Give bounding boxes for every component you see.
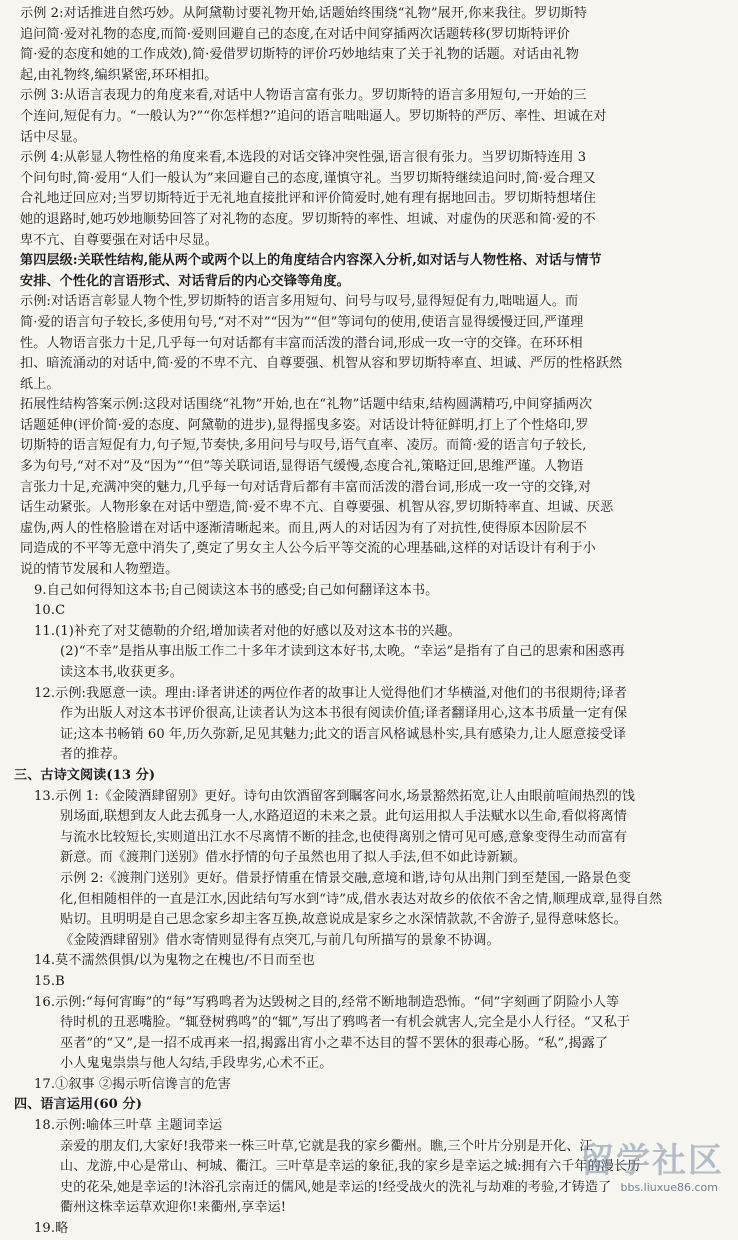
- text-line: 安排、个性化的言语形式、对话背后的内心交锋等角度。: [20, 273, 350, 289]
- text-line: 第四层级:关联性结构,能从两个或两个以上的角度结合内容深入分析,如对话与人物性格、对话与情节: [20, 253, 602, 269]
- text-line: 史的花朵,她是幸运的!沐浴孔宗南迁的儒风,她是幸运的!经受战火的洗礼与劫难的考验,才铸造了: [60, 1179, 612, 1195]
- text-line: 者的推荐。: [60, 747, 126, 763]
- site-watermark: [522, 1132, 732, 1200]
- text-line: 扣、暗流涌动的对话中,简·爱的不卑不亢、自尊要强、机智从容和罗切斯特率直、坦诚、严厉的性格跃然: [20, 356, 623, 372]
- text-line: 衢州这株幸运草欢迎你!来衢州,享幸运!: [60, 1200, 287, 1216]
- text-line: 9.自己如何得知这本书;自己阅读这本书的感受;自己如何翻译这本书。: [34, 582, 439, 598]
- text-line: 待时机的丑恶嘴脸。“辄登树鸦鸣”的“辄”,写出了鸦鸣者一有机会就害人,完全是小人行径。“又私于: [60, 1015, 631, 1031]
- text-line: 贴切。且明明是自己思念家乡却主客互换,故意说成是家乡之水深情款款,不舍游子,显得意味悠长。: [60, 912, 627, 928]
- text-line: 示例 2:对话推进自然巧妙。从阿黛勒讨要礼物开始,话题始终围绕“礼物”展开,你来我往。罗切斯特: [20, 6, 588, 21]
- text-line: 性。人物语言张力十足,几乎每一句对话都有丰富而活泼的潜台词,形成一攻一守的交锋。在环环相: [20, 335, 583, 351]
- text-line: 《金陵酒肆留别》借水寄情则显得有点突兀,与前几句所描写的景象不协调。: [60, 932, 500, 948]
- text-line: 四、语言运用(60 分): [14, 1097, 143, 1113]
- text-line: 虚伪,两人的性格脸谱在对话中逐渐清晰起来。而且,两人的对话因为有了对抗性,使得原本因阶层不: [20, 520, 587, 536]
- text-line: 三、古诗文阅读(13 分): [14, 767, 156, 783]
- text-line: 说的情节发展和人物塑造。: [20, 562, 179, 578]
- text-line: 话生动紧张。人物形象在对话中塑造,简·爱不卑不亢、自尊要强、机智从容,罗切斯特率直、坦诚、厌恶: [20, 500, 614, 516]
- text-line: 16.示例:“每何宵晦”的“每”写鸦鸣者为达毁树之目的,经常不断地制造恐怖。“伺”字刻画了阴险小人等: [34, 994, 620, 1010]
- text-line: 19.略: [34, 1221, 69, 1237]
- text-line: 化,但相随相伴的一直是江水,因此结句写水到“诗”成,借水表达对故乡的依依不舍之情,顺理成章,显得自然: [60, 891, 663, 907]
- text-line: 山、龙游,中心是常山、柯城、衢江。三叶草是幸运的象征,我的家乡是幸运之城:拥有六千年的漫长历: [60, 1159, 641, 1175]
- text-line: 14.莫不濡然俱惧/以为鬼物之在槐也/不日而至也: [34, 953, 315, 969]
- text-line: 与流水比较短长,实则道出江水不尽离情不断的挂念,也使得离别之情可见可感,意象变得生动而富有: [60, 829, 627, 845]
- text-line: 简·爱的态度和她的工作成效),简·爱借罗切斯特的评价巧妙地结束了关于礼物的话题。对话由礼物: [20, 47, 579, 63]
- text-line: 起,由礼物终,编织紧密,环环相扣。: [20, 67, 218, 83]
- watermark-logo: 留学社区: [580, 1141, 724, 1181]
- text-line: 言张力十足,充满冲突的魅力,几乎每一句对话背后都有丰富而活泼的潜台词,形成一攻一守的交锋,对: [20, 479, 592, 495]
- text-line: 作为出版人对这本书评价很高,让读者认为这本书很有阅读价值;译者翻译用心,这本书质量一定有保: [60, 706, 628, 722]
- text-line: 示例 4:从彰显人物性格的角度来看,本选段的对话交锋冲突性强,语言很有张力。当罗切斯特连用 3: [20, 150, 587, 166]
- text-line: 10.C: [34, 603, 66, 619]
- text-line: (2)“不幸”是指从事出版工作二十多年才读到这本好书,太晚。“幸运”是指有了自己的思索和困惑再: [60, 644, 625, 660]
- text-line: 证;这本书畅销 60 年,历久弥新,足见其魅力;此文的语言风格诚恳朴实,具有感染力,让人愿意接受译: [60, 726, 627, 742]
- text-line: 读这本书,收获更多。: [60, 665, 184, 680]
- text-line: 示例 3:从语言表现力的角度来看,对话中人物语言富有张力。罗切斯特的语言多用短句,一开始的三: [20, 88, 587, 104]
- text-line: 示例:对话语言彰显人物个性,罗切斯特的语言多用短句、问号与叹号,显得短促有力,咄咄逼人。而: [20, 294, 579, 310]
- text-line: 拓展性结构答案示例:这段对话围绕“礼物”开始,也在“礼物”话题中结束,结构圆满精巧,中间穿插两次: [20, 397, 593, 413]
- text-line: 追问简·爱对礼物的态度,而简·爱则回避自己的态度,在对话中间穿插两次话题转移(罗切斯特评价: [20, 26, 571, 42]
- text-line: 同造成的不平等无意中消失了,奠定了男女主人公今后平等交流的心理基础,这样的对话设计有利于小: [20, 541, 596, 557]
- text-line: 个问句时,简·爱用“人们一般认为”来回避自己的态度,谨慎守礼。当罗切斯特继续追问时,简·爱合理又: [20, 170, 596, 186]
- text-line: 新意。而《渡荆门送别》借水抒情的句子虽然也用了拟人手法,但不如此诗新颖。: [60, 850, 527, 866]
- watermark-url: bbs.liuxue86.com: [620, 1181, 718, 1194]
- text-line: 别场面,联想到友人此去孤身一人,水路迢迢的未来之景。此句运用拟人手法赋水以生命,看似将离情: [60, 809, 627, 825]
- text-line: 亲爱的朋友们,大家好!我带来一株三叶草,它就是我的家乡衢州。瞧,三个叶片分别是开化、江: [60, 1138, 593, 1154]
- text-line: 卑不亢、自尊要强在对话中尽显。: [20, 232, 218, 248]
- text-line: 13.示例 1:《金陵酒肆留别》更好。诗句由饮酒留客到瞩客问水,场景豁然拓宽,让人由眼前喧闹热烈的饯: [34, 788, 635, 804]
- text-line: 小人鬼鬼祟祟与他人勾结,手段卑劣,心术不正。: [60, 1056, 333, 1072]
- text-line: 11.(1)补充了对艾德勒的介绍,增加读者对他的好感以及对这本书的兴趣。: [34, 623, 461, 639]
- text-line: 多为句号,“对不对”及“因为”“但”等关联词语,显得语气缓慢,态度合礼,策略迂回,思维严谨。人物语: [20, 459, 584, 475]
- text-line: 话题延伸(评价简·爱的态度、阿黛勒的进步),显得摇曳多姿。对话设计特征鲜明,打上了个性烙印,罗: [20, 417, 589, 433]
- text-line: 巫者”的“又”,是一招不成再来一招,揭露出宵小之辈不达目的誓不罢休的狠毒心肠。“私”,揭露了: [60, 1035, 609, 1051]
- text-line: 18.示例:喻体三叶草 主题词幸运: [34, 1118, 223, 1134]
- text-line: 15.B: [34, 973, 65, 989]
- text-line: 纸上。: [20, 376, 60, 392]
- text-line: 示例 2:《渡荆门送别》更好。借景抒情重在情景交融,意境和谐,诗句从出荆门到至楚国,一路景色变: [60, 870, 631, 886]
- text-line: 简·爱的语言句子较长,多使用句号,“对不对”“因为”“但”等词句的使用,使语言显得缓慢迂回,严谨理: [20, 314, 584, 330]
- text-line: 话中尽显。: [20, 129, 86, 145]
- text-line: 个连问,短促有力。“一般认为?”“你怎样想?”追问的语言咄咄逼人。罗切斯特的严厉、率性、坦诚在对: [20, 108, 607, 124]
- text-line: 12.示例:我愿意一读。理由:译者讲述的两位作者的故事让人觉得他们才华横溢,对他们的书很期待;译者: [34, 685, 628, 701]
- text-line: 她的退路时,她巧妙地顺势回答了对礼物的态度。罗切斯特的率性、坦诚、对虚伪的厌恶和简·爱的不: [20, 211, 596, 227]
- text-line: 17.①叙事 ②揭示听信谗言的危害: [34, 1076, 231, 1092]
- text-line: 切斯特的语言短促有力,句子短,节奏快,多用问号与叹号,语气直率、凌厉。而简·爱的语言句子较长,: [20, 438, 587, 454]
- text-line: 合礼地迂回应对;当罗切斯特近于无礼地直接批评和评价简爱时,她有理有据地回击。罗切斯特想堵住: [20, 191, 597, 207]
